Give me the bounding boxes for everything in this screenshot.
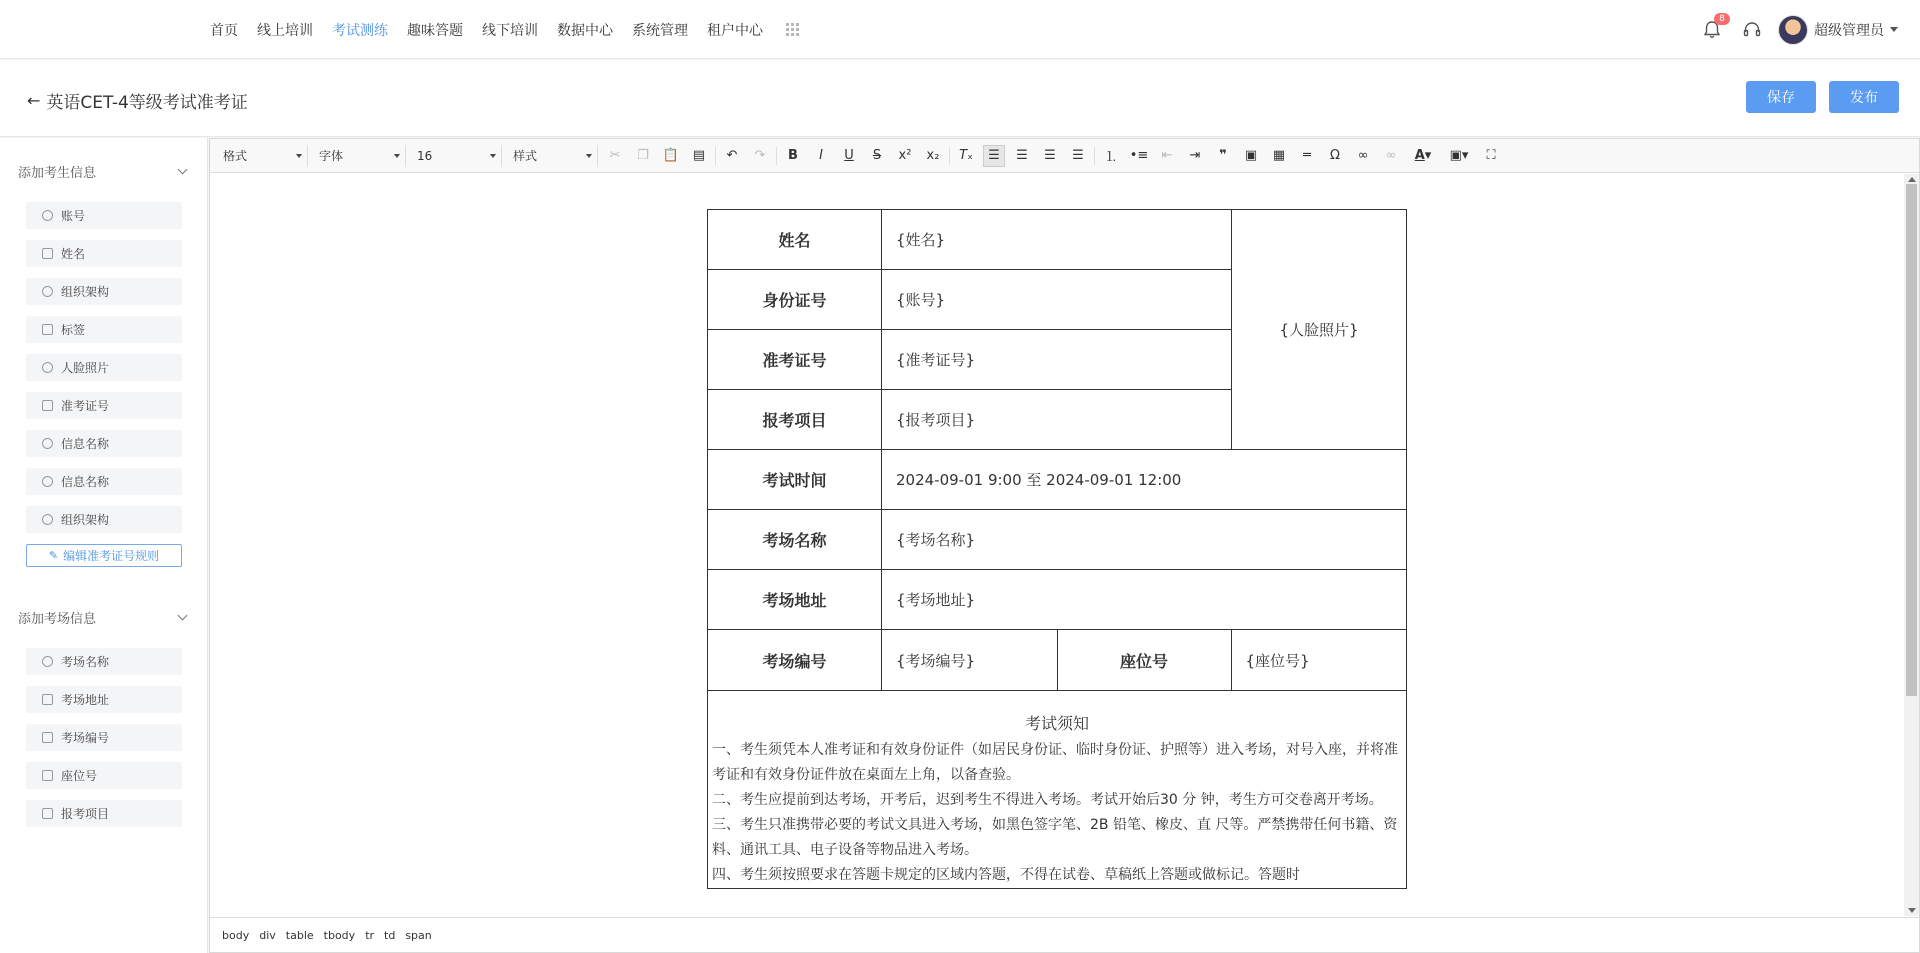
path-item[interactable]: td [384,928,396,942]
dropdown-arrow-icon [490,154,496,158]
page-header [0,60,1920,137]
underline-icon[interactable]: U [844,148,854,163]
ticket-value[interactable]: {账号} [882,270,1232,330]
field-label: 姓名 [61,247,86,261]
nav-item-system[interactable]: 系统管理 [632,22,688,39]
ticket-value[interactable]: 2024-09-01 9:00 至 2024-09-01 12:00 [882,450,1407,510]
element-path-bar [210,917,1919,952]
format-select-label: 格式 [223,149,248,163]
bg-color-icon[interactable]: ▣▾ [1449,148,1469,163]
scroll-down-icon[interactable] [1908,908,1916,913]
field-seat-no[interactable] [26,762,182,789]
field-label: 信息名称 [61,437,110,451]
exam-notice-cell[interactable] [708,691,1407,889]
ticket-label: 考场名称 [708,510,882,570]
user-avatar[interactable] [1778,15,1808,45]
field-label: 信息名称 [61,475,110,489]
field-label: 考场名称 [61,655,110,669]
venue-field-list [26,648,182,838]
field-face-photo[interactable] [26,354,182,381]
clock-icon [42,476,53,487]
field-label: 组织架构 [61,285,110,299]
ordered-list-icon[interactable]: ⒈ [1104,150,1118,165]
back-button[interactable] [27,88,248,113]
field-label: 考场地址 [61,693,110,707]
field-org[interactable] [26,278,182,305]
candidate-field-list [26,202,182,544]
paste-text-icon[interactable]: ▤ [692,148,706,163]
path-item[interactable]: span [405,928,432,942]
font-size-select[interactable] [412,145,502,167]
table-row [708,630,1407,691]
main-nav [210,0,800,59]
table-icon[interactable]: ▦ [1272,148,1286,163]
notification-badge: 8 [1714,13,1730,25]
editor-toolbar [210,139,1919,173]
user-icon [42,210,53,221]
face-icon [42,362,53,373]
text-icon [42,808,53,819]
scroll-up-icon[interactable] [1908,177,1916,182]
card-icon [42,400,53,411]
font-select[interactable] [314,145,406,167]
scroll-thumb[interactable] [1906,184,1917,696]
table-row [708,210,1407,270]
field-venue-no[interactable] [26,724,182,751]
venue-section-title: 添加考场信息 [18,612,97,627]
editor-content[interactable] [210,174,1903,916]
user-name[interactable]: 超级管理员 [1814,22,1884,39]
chevron-down-icon [178,165,188,175]
page-title: 英语CET-4等级考试准考证 [46,93,248,113]
table-row [708,510,1407,570]
indent-icon[interactable]: ⇥ [1189,148,1201,163]
edit-rule-label: 编辑准考证号规则 [63,549,160,563]
notice-paragraph: 三、考生只准携带必要的考试文具进入考场，如黑色签字笔、2B 铅笔、橡皮、直 尺等。严禁携带任何书籍、资料、通讯工具、电子设备等物品进入考场。 [712,817,1398,858]
dropdown-arrow-icon [586,154,592,158]
ticket-label: 身份证号 [708,270,882,330]
field-label: 考场编号 [61,731,110,745]
align-left-icon[interactable]: ☰ [983,145,1005,167]
field-account[interactable] [26,202,182,229]
ticket-value[interactable]: {准考证号} [882,330,1232,390]
editor-scrollbar[interactable] [1904,174,1919,916]
text-icon [42,694,53,705]
card-icon [42,324,53,335]
path-item[interactable]: div [259,928,276,942]
bold-icon[interactable]: B [788,148,798,163]
edit-ticket-rule-button[interactable] [26,544,182,567]
fullscreen-icon[interactable]: ⛶ [1486,148,1496,163]
field-label: 人脸照片 [61,361,110,375]
rich-text-editor [209,138,1920,953]
notice-paragraph: 二、考生应提前到达考场，开考后，迟到考生不得进入考场。考试开始后30 分 钟，考生方可交卷离开考场。 [712,792,1383,808]
field-exam-item[interactable] [26,800,182,827]
nav-item-home[interactable]: 首页 [210,22,238,39]
nav-item-data-center[interactable]: 数据中心 [557,22,613,39]
style-select[interactable] [508,145,598,167]
venue-seat-cell [882,630,1407,691]
align-right-icon[interactable]: ☰ [1044,148,1056,163]
format-select[interactable] [218,145,308,167]
field-label: 账号 [61,209,86,223]
subscript-icon[interactable]: x₂ [926,148,940,163]
field-tag[interactable] [26,316,182,343]
top-navbar [0,0,1920,59]
path-item[interactable]: table [285,928,314,942]
special-char-icon[interactable]: Ω [1330,148,1340,163]
horizontal-rule-icon[interactable]: ═ [1303,148,1311,163]
nav-item-tenant[interactable]: 租户中心 [707,22,763,39]
card-icon [42,248,53,259]
notice-paragraph: 四、考生须按照要求在答题卡规定的区域内答题，不得在试卷、草稿纸上答题或做标记。答题时 [712,867,1300,883]
unlink-icon[interactable]: ∞ [1385,148,1397,163]
nav-item-exam[interactable]: 考试测练 [332,22,388,39]
link-icon[interactable]: ∞ [1357,148,1369,163]
ticket-label: 准考证号 [708,330,882,390]
ticket-label: 考场编号 [708,630,882,691]
nav-item-online-training[interactable]: 线上培训 [257,22,313,39]
field-ticket-no[interactable] [26,392,182,419]
bullet-list-icon[interactable]: •≡ [1129,148,1149,163]
field-info-name-1[interactable] [26,430,182,457]
location-icon [42,656,53,667]
clock-icon [42,514,53,525]
ticket-value[interactable]: {考场名称} [882,510,1407,570]
text-icon [42,732,53,743]
clear-format-icon[interactable]: T ₓ [959,148,973,163]
field-venue-name[interactable] [26,648,182,675]
save-button[interactable]: 保存 [1746,81,1816,113]
field-label: 标签 [61,323,86,337]
font-select-label: 字体 [319,149,344,163]
copy-icon[interactable]: ❐ [637,148,649,163]
font-size-label: 16 [417,148,433,163]
field-info-name-2[interactable] [26,468,182,495]
path-item[interactable]: body [222,928,250,942]
candidate-section-header[interactable] [18,162,190,181]
notification-bell-icon[interactable] [1702,13,1725,40]
user-menu-caret-icon[interactable] [1890,27,1898,32]
path-item[interactable]: tbody [323,928,356,942]
ticket-value[interactable]: {报考项目} [882,390,1232,450]
table-row [708,691,1407,889]
candidate-section-title: 添加考生信息 [18,166,97,181]
face-photo-cell[interactable]: {人脸照片} [1232,210,1407,450]
style-select-label: 样式 [513,149,538,163]
ticket-value[interactable]: {考场地址} [882,570,1407,630]
back-arrow-icon: ← [27,91,41,110]
nav-item-quiz[interactable]: 趣味答题 [407,22,463,39]
notice-paragraph: 一、考生须凭本人准考证和有效身份证件（如居民身份证、临时身份证、护照等）进入考场，对号入座，并将准考证和有效身份证件放在桌面左上角，以备查验。 [712,742,1398,783]
align-center-icon[interactable]: ☰ [1016,148,1028,163]
notice-title: 考试须知 [1024,714,1089,733]
field-label: 报考项目 [61,807,110,821]
ticket-label: 报考项目 [708,390,882,450]
redo-icon[interactable]: ↷ [754,148,766,163]
table-row [708,570,1407,630]
superscript-icon[interactable]: x² [898,148,912,163]
field-label: 准考证号 [61,399,110,413]
ticket-label: 考试时间 [708,450,882,510]
org-icon [42,286,53,297]
ticket-label: 座位号 [1057,630,1231,690]
publish-button[interactable]: 发布 [1829,81,1899,113]
strikethrough-icon[interactable]: S [872,148,882,163]
table-row [708,450,1407,510]
field-org-2[interactable] [26,506,182,533]
ticket-value[interactable]: {考场编号} [882,630,1057,690]
clock-icon [42,438,53,449]
headset-icon[interactable] [1742,20,1762,40]
field-venue-address[interactable] [26,686,182,713]
path-item[interactable]: tr [365,928,375,942]
align-justify-icon[interactable]: ☰ [1072,148,1084,163]
admission-ticket-table [707,209,1407,889]
cut-icon[interactable]: ✂ [609,148,621,163]
outdent-icon[interactable]: ⇤ [1161,148,1173,163]
dropdown-arrow-icon [296,154,302,158]
apps-grid-icon[interactable] [786,23,800,37]
text-icon [42,770,53,781]
field-label: 座位号 [61,769,98,783]
pencil-icon: ✎ [48,549,59,562]
blockquote-icon[interactable]: ❞ [1219,148,1227,163]
font-color-icon[interactable]: A ▾ [1414,148,1432,163]
field-name[interactable] [26,240,182,267]
undo-icon[interactable]: ↶ [726,148,738,163]
italic-icon[interactable]: I [819,148,823,163]
field-label: 组织架构 [61,513,110,527]
ticket-value[interactable]: {姓名} [882,210,1232,270]
ticket-label: 姓名 [708,210,882,270]
venue-section-header[interactable] [18,608,190,627]
chevron-down-icon [178,611,188,621]
ticket-value[interactable]: {座位号} [1245,651,1310,670]
field-palette [0,138,208,953]
dropdown-arrow-icon [394,154,400,158]
paste-icon[interactable]: 📋 [662,148,680,163]
nav-item-offline-training[interactable]: 线下培训 [482,22,538,39]
ticket-label: 考场地址 [708,570,882,630]
image-icon[interactable]: ▣ [1244,148,1258,163]
